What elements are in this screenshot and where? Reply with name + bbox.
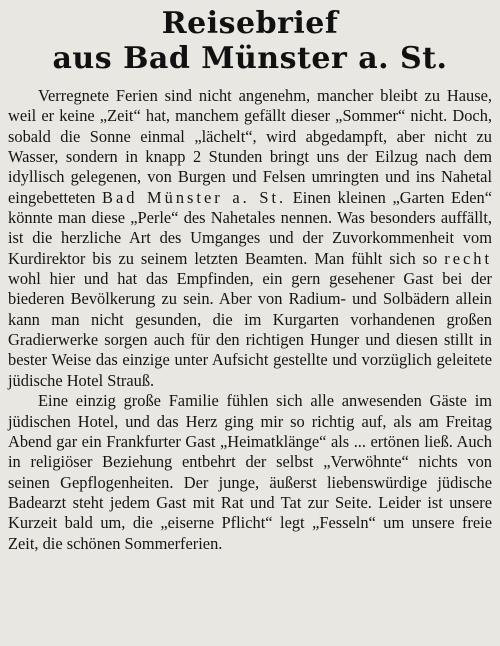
- paragraph-1-part-a: Verregnete Ferien sind nicht angenehm, mancher bleibt zu Hause, weil er keine „Zeit“ hat, manchem gefällt dieser „Sommer“ nicht. Doch, sobald die Sonne einmal „lächelt“, wird abgedampft, aber nicht zu Wasser, sondern in knapp 2 Stunden bringt uns der Eilzug nach dem idyllisch gelegenen, von Burgen und Felsen umringten und ins Nahetal eingebetteten: [8, 86, 492, 207]
- emphasis-recht: recht: [444, 248, 492, 268]
- paragraph-1-part-c: wohl hier und hat das Empfinden, ein gern gesehener Gast bei der biederen Bevölkerung zu sein. Aber von Radium- und Solbädern allein kann man nicht gesunden, die im Kurgarten vorhandenen großen Gradierwerke sorgen auch für den richtigen Hunger und diesen stillt in bester Weise das einzige unter Aufsicht gestellte und vorzüglich geleitete jüdische Hotel Strauß.: [8, 269, 492, 390]
- headline-line-1: Reisebrief: [161, 6, 339, 41]
- place-name-spaced: Bad Münster a. St.: [102, 187, 287, 207]
- paragraph-1: [8, 86, 492, 391]
- paragraph-2: Eine einzig große Familie fühlen sich alle anwesenden Gäste im jüdischen Hotel, und das Herz ging mir so richtig auf, als am Freitag Abend gar ein Frankfurter Gast „Heimatklänge“ als ... ertönen ließ. Auch in religiöser Beziehung entbehrt der selbst „Verwöhnte“ nichts von seinen Gepflogenheiten. Der junge, äußerst liebenswürdige jüdische Badearzt steht jedem Gast mit Rat und Tat zur Seite. Leider ist unsere Kurzeit bald um, die „eiserne Pflicht“ legt „Fesseln“ um unsere freie Zeit, die schönen Sommerferien.: [8, 391, 492, 553]
- paragraph-1-part-b: Einen kleinen „Garten Eden“ könnte man diese „Perle“ des Nahetales nennen. Was besonders auffällt, ist die herzliche Art des Umganges und der Zuvorkommenheit vom Kurdirektor bis zu seinem letzten Beamten. Man fühlt sich so: [8, 187, 492, 268]
- article-headline: [8, 6, 492, 76]
- article-body: [8, 86, 492, 554]
- headline-line-2: aus Bad Münster a. St.: [52, 41, 448, 76]
